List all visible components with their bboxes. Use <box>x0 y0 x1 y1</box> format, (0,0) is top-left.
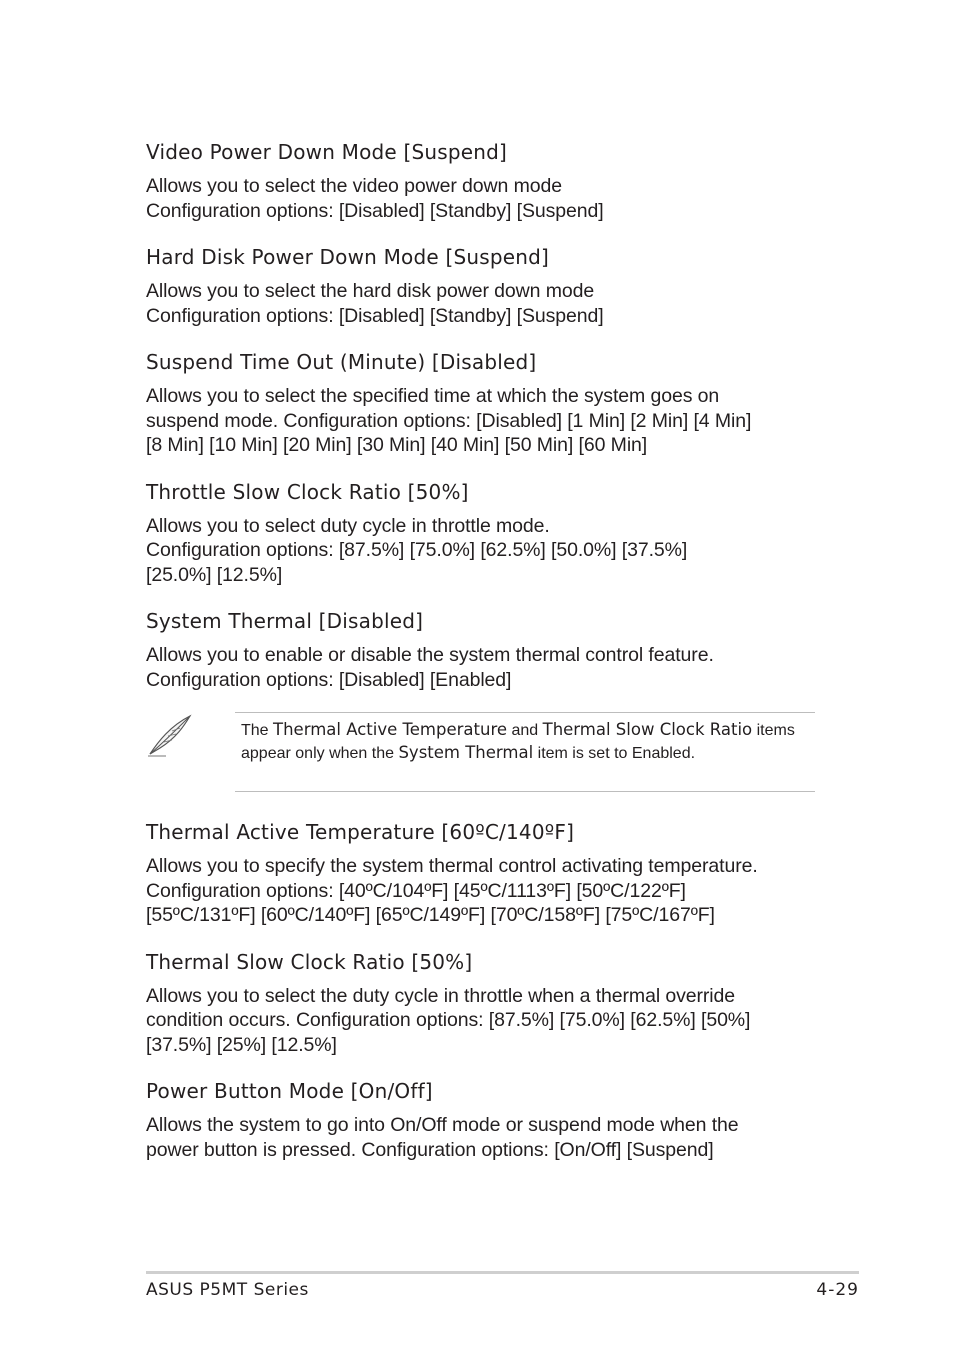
section-system-thermal <box>146 607 826 692</box>
note-box <box>235 712 815 792</box>
note-emphasis-system-thermal: System Thermal <box>398 743 534 762</box>
description-line: Allows you to specify the system thermal control activating temperature. <box>146 855 758 877</box>
description-line: power button is pressed. Configuration options: [On/Off] [Suspend] <box>146 1138 714 1161</box>
section-video-power-down-mode <box>146 138 826 223</box>
page-footer <box>146 1271 859 1300</box>
section-title: System Thermal [Disabled] <box>146 609 424 633</box>
section-power-button-mode <box>146 1077 826 1162</box>
description-line: Configuration options: [87.5%] [75.0%] [62.5%] [50.0%] [37.5%] <box>146 539 688 561</box>
description-line: Configuration options: [Disabled] [Enabled] <box>146 668 512 691</box>
feather-pen-icon <box>146 712 194 760</box>
note-emphasis-thermal-active-temperature: Thermal Active Temperature <box>273 720 508 739</box>
description-line: Allows you to select the duty cycle in throttle when a thermal override <box>146 984 736 1007</box>
note-text-2: and <box>507 722 543 739</box>
section-suspend-time-out-minute <box>146 348 826 458</box>
section-title: Throttle Slow Clock Ratio [50%] <box>146 479 469 504</box>
section-description <box>146 514 826 588</box>
description-line: [37.5%] [25%] [12.5%] <box>146 1033 337 1056</box>
section-description <box>146 384 826 458</box>
description-line: Allows you to select the hard disk power down mode <box>146 280 595 302</box>
section-description <box>146 643 826 692</box>
description-line: Allows the system to go into On/Off mode or suspend mode when the <box>146 1114 739 1136</box>
description-line: [8 Min] [10 Min] [20 Min] [30 Min] [40 Min] [50 Min] [60 Min] <box>146 434 648 456</box>
footer-page-number: 4-29 <box>816 1280 859 1300</box>
section-thermal-slow-clock-ratio <box>146 948 826 1058</box>
note-text-4: item is set to Enabled. <box>533 745 696 762</box>
description-line: Configuration options: [40ºC/104ºF] [45ºC/1113ºF] [50ºC/122ºF] <box>146 879 686 902</box>
section-title: Video Power Down Mode [Suspend] <box>146 140 508 164</box>
description-line: Configuration options: [Disabled] [Standby] [Suspend] <box>146 199 604 222</box>
section-throttle-slow-clock-ratio <box>146 478 826 588</box>
section-title: Thermal Slow Clock Ratio [50%] <box>146 949 473 974</box>
section-title: Hard Disk Power Down Mode [Suspend] <box>146 245 550 269</box>
section-description <box>146 279 826 328</box>
top-sections <box>146 138 826 692</box>
description-line: Configuration options: [Disabled] [Standby] [Suspend] <box>146 304 604 327</box>
description-line: Allows you to select the video power down mode <box>146 175 562 197</box>
note-block <box>146 712 826 792</box>
section-title: Thermal Active Temperature [60ºC/140ºF] <box>146 820 575 844</box>
section-title: Power Button Mode [On/Off] <box>146 1079 433 1103</box>
section-thermal-active-temperature <box>146 818 826 928</box>
description-line: [55ºC/131ºF] [60ºC/140ºF] [65ºC/149ºF] [70ºC/158ºF] [75ºC/167ºF] <box>146 904 715 926</box>
description-line: condition occurs. Configuration options: [87.5%] [75.0%] [62.5%] [50%] <box>146 1009 751 1031</box>
description-line: Allows you to enable or disable the system thermal control feature. <box>146 644 714 666</box>
note-text-3: items appear only when the <box>241 722 795 762</box>
description-line: Allows you to select the specified time at which the system goes on <box>146 385 720 407</box>
section-hard-disk-power-down-mode <box>146 243 826 328</box>
page-content <box>146 138 826 1182</box>
section-description <box>146 174 826 223</box>
description-line: [25.0%] [12.5%] <box>146 563 283 586</box>
section-description <box>146 1113 826 1162</box>
description-line: suspend mode. Configuration options: [Disabled] [1 Min] [2 Min] [4 Min] <box>146 409 752 432</box>
note-text <box>241 719 815 765</box>
section-description <box>146 984 826 1058</box>
section-description <box>146 854 826 928</box>
section-title: Suspend Time Out (Minute) [Disabled] <box>146 350 537 374</box>
bottom-sections <box>146 818 826 1162</box>
description-line: Allows you to select duty cycle in throttle mode. <box>146 514 550 537</box>
note-text-1: The <box>241 722 274 739</box>
note-emphasis-thermal-slow-clock-ratio: Thermal Slow Clock Ratio <box>542 720 753 739</box>
footer-product-name: ASUS P5MT Series <box>146 1280 309 1300</box>
